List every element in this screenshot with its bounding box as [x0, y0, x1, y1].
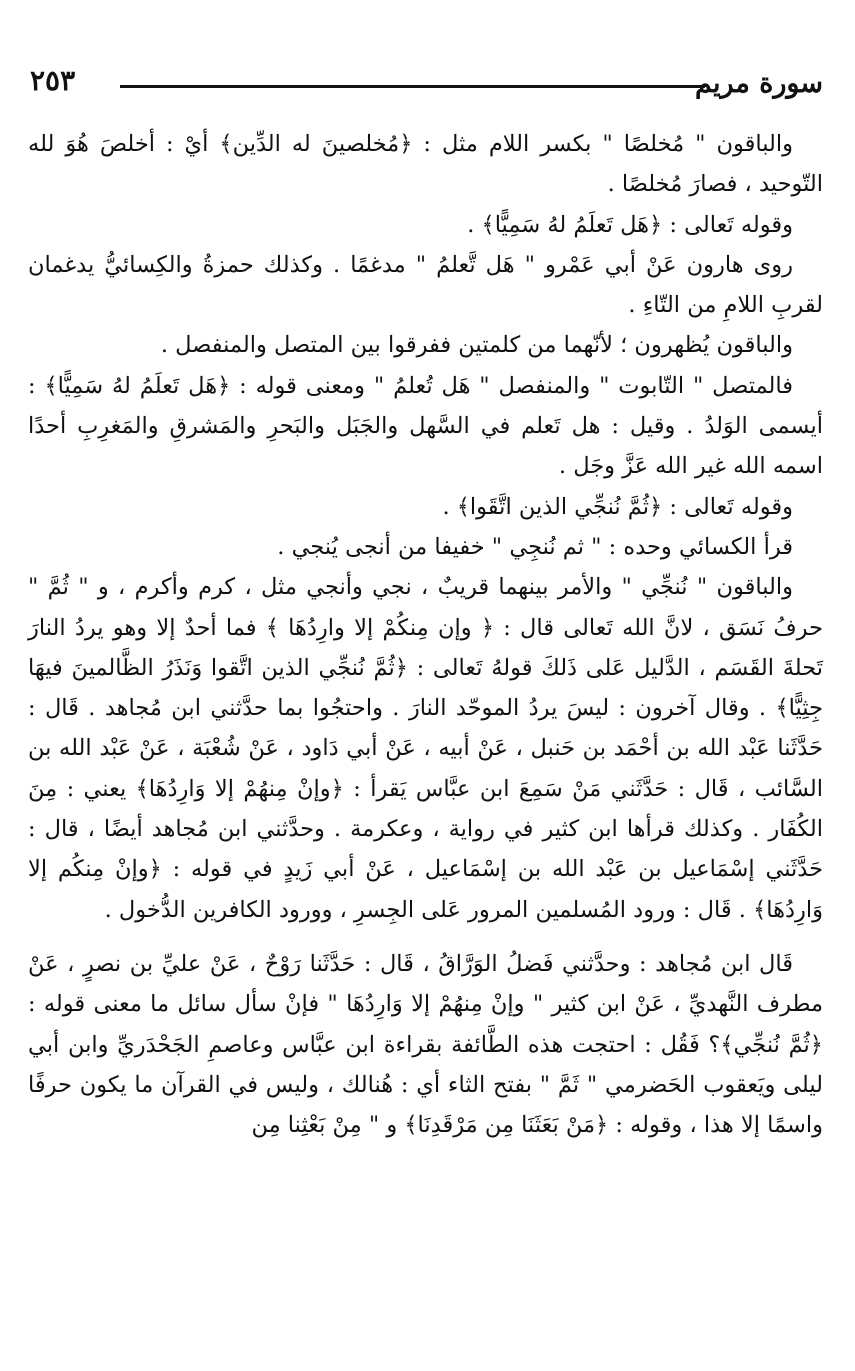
running-title: سورة مريم — [695, 68, 823, 99]
paragraph: وقوله تَعالى : ﴿هَل تَعلَمُ لهُ سَمِيًّا﴾ . — [467, 211, 793, 238]
book-page — [28, 60, 823, 1360]
paragraph: والباقون يُظهرون ؛ لأنّهما من كلمتين ففرقوا بين المتصل والمنفصل . — [160, 332, 793, 359]
paragraph: قَال ابن مُجاهد : وحدَّثني فَضلُ الوَرَّاقُ ، قَال : حَدَّثَنا رَوْحٌ ، عَنْ عليِّ بن نصرٍ ، عَنْ مطرف النَّهديِّ ، عَنْ ابن كثير " وإنْ مِنهُمْ إلا وَارِدُهَا " فإنْ سأل سائل ما معنى قوله : ﴿ثُمَّ نُنجِّي﴾؟ فَقُل : احتجت هذه الطَّائفة بقراءة ابن عبَّاس وعاصمِ الجَحْدَريِّ وابن أبي ليلى ويَعقوب الحَضرمي " ثَمَّ " بفتح الثاء أي : هُنالك ، وليس في القرآن ما يكون حرفًا واسمًا إلا هذا ، وقوله : ﴿مَنْ بَعَثَنَا مِن مَرْقَدِنَا﴾ و " مِنْ بَعْثِنا مِن — [28, 950, 823, 1139]
paragraph: وقوله تَعالى : ﴿ثُمَّ نُنجِّي الذين اتَّقَوا﴾ . — [442, 493, 793, 520]
header-rule — [120, 85, 705, 88]
paragraph: فالمتصل " التّابوت " والمنفصل " هَل تُعلمُ " ومعنى قوله : ﴿هَل تَعلَمُ لهُ سَمِيًّا﴾ : أيسمى الوَلدُ . وقيل : هل تَعلم في السَّهل والجَبَل والبَحرِ والمَشرقِ والمَغرِبِ أحدًا اسمه الله غير الله عَزَّ وجَل . — [28, 372, 823, 480]
paragraph: والباقون " مُخلصًا " بكسر اللام مثل : ﴿مُخلصينَ له الدِّين﴾ أيْ : أخلصَ هُوَ لله التّوحيد ، فصارَ مُخلصًا . — [28, 131, 823, 198]
paragraph: روى هارون عَنْ أبي عَمْرو " هَل تَّعلمُ " مدغمًا . وكذلك حمزةُ والكِسائيُّ يدغمان لقربِ اللامِ من التّاءِ . — [28, 251, 823, 319]
page-number: ٢٥٣ — [30, 64, 76, 97]
page-header — [28, 60, 823, 110]
paragraph: قرأ الكسائي وحده : " ثم نُنجِي " خفيفا من أنجى يُنجي . — [277, 533, 793, 560]
paragraph: والباقون " نُنجِّي " والأمر بينهما قريبٌ ، نجي وأنجي مثل ، كرم وأكرم ، و " ثُمَّ " حرفُ نَسَق ، لانَّ الله تَعالى قال : ﴿ وإن مِنكُمْ إلا وارِدُهَا ﴾ فما أحدٌ إلا وهو يردُ النارَ تَحلةَ القَسَم ، الدَّليل عَلى ذَلكَ قولهُ تَعالى : ﴿ثُمَّ نُنجِّي الذين اتَّقوا وَنَذَرُ الظَّالمينَ فيهَا جِثِيًّا﴾ . وقال آخرون : ليسَ يردُ الموحّد النارَ . واحتجُوا بما حدَّثني ابن مُجاهد . قَال : حَدَّثَنا عَبْد الله بن أحْمَد بن حَنبل ، عَنْ أبيه ، عَنْ أبي دَاود ، عَنْ شُعْبَة ، عَنْ عَبْد الله بن السَّائب ، قَال : حَدَّثَني مَنْ سَمِعَ ابن عبَّاس يَقرأ : ﴿وإنْ مِنهُمْ إلا وَارِدُهَا﴾ يعني : مِنَ الكُفَار . وكذلك قرأها ابن كثير في رواية ، وعكرمة . وحدَّثني ابن مُجاهد أيضًا ، قال : حَدَّثَني إسْمَاعيل بن عَبْد الله بن إسْمَاعيل ، عَنْ أبي زَيدٍ في قوله : ﴿وإنْ مِنكُم إلا وَارِدُهَا﴾ . قَال : ورود المُسلمين المرور عَلى الجِسرِ ، وورود الكافرين الدُّخول . — [28, 574, 823, 923]
body-text — [28, 124, 823, 1145]
